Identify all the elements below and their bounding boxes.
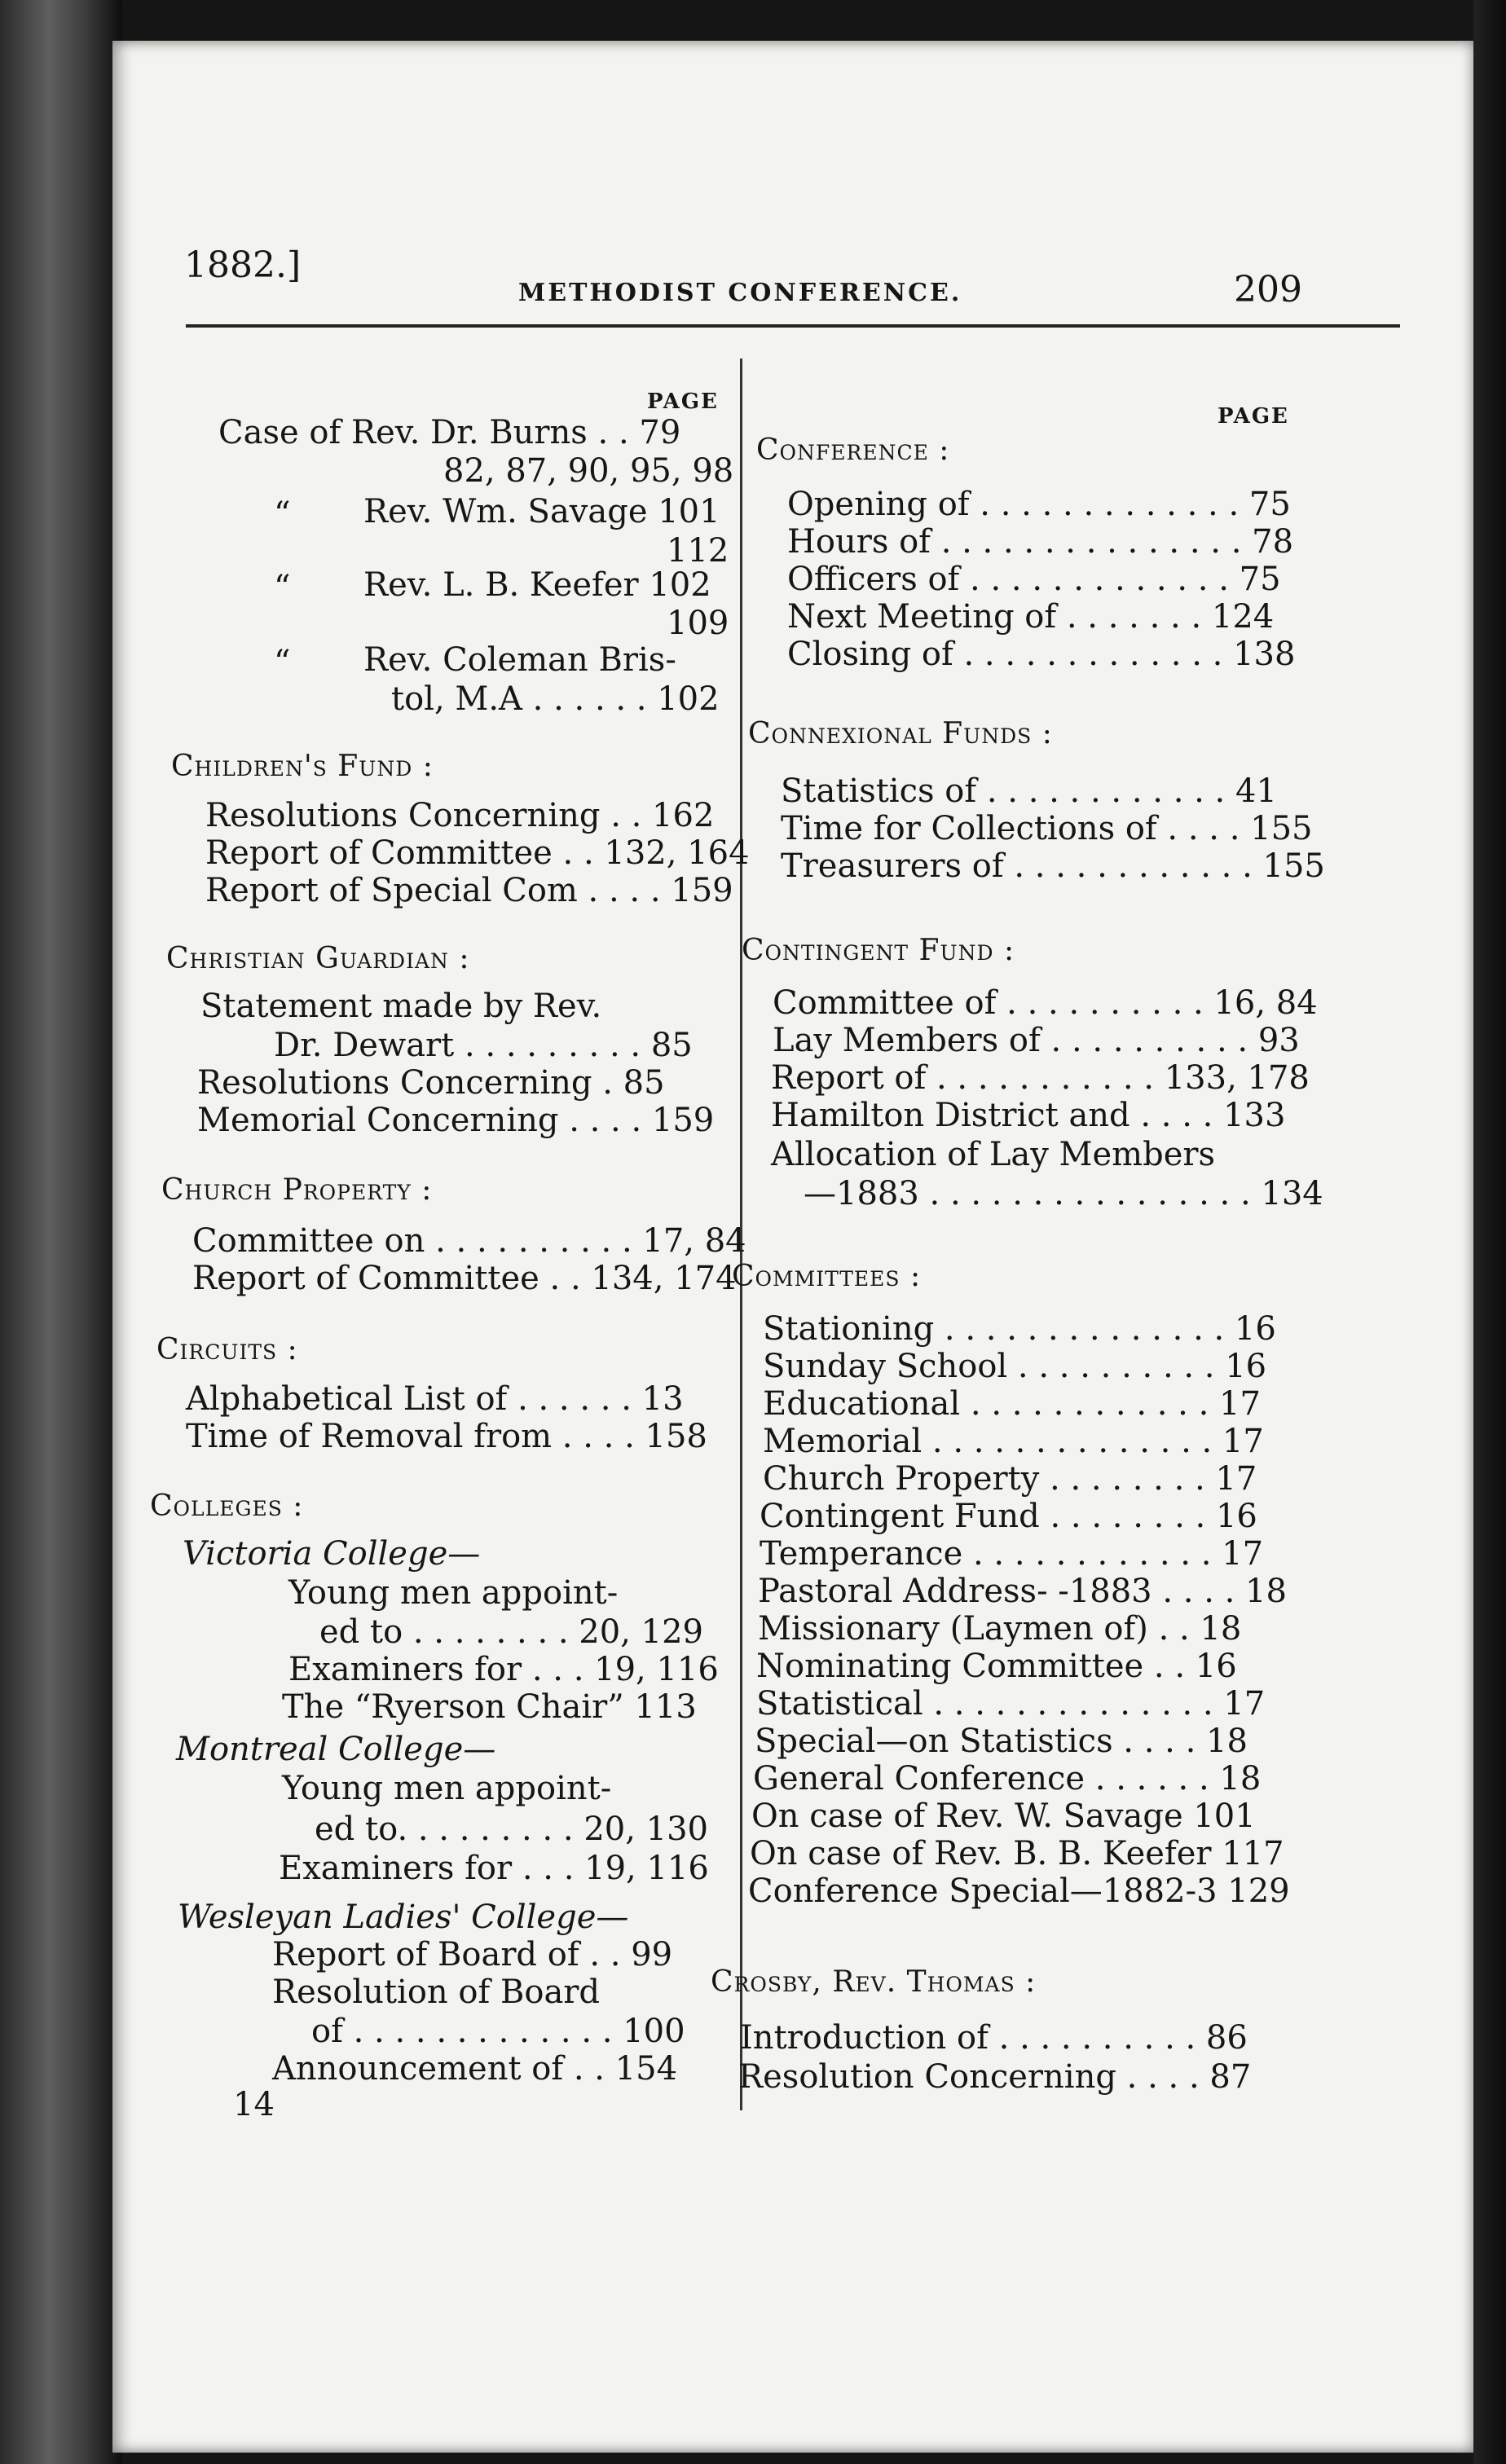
left-line: Time of Removal from . . . . 158: [186, 1418, 707, 1455]
right-line: Conference Special—1882-3 129: [748, 1872, 1290, 1910]
right-line: Opening of . . . . . . . . . . . . . 75: [787, 486, 1291, 523]
right-line: Contingent Fund . . . . . . . . 16: [760, 1498, 1257, 1535]
right-line: Lay Members of . . . . . . . . . . 93: [773, 1022, 1300, 1059]
right-line: Nominating Committee . . 16: [756, 1648, 1237, 1685]
left-line: Committee on . . . . . . . . . . 17, 84: [192, 1222, 746, 1260]
signature-mark: 14: [233, 2086, 275, 2123]
right-line: Closing of . . . . . . . . . . . . . 138: [787, 636, 1296, 673]
section-heading: Colleges :: [150, 1489, 304, 1523]
left-line: Alphabetical List of . . . . . . 13: [186, 1380, 684, 1418]
right-line: On case of Rev. B. B. Keefer 117: [750, 1835, 1284, 1872]
header-title: METHODIST CONFERENCE.: [518, 279, 962, 307]
right-line: Missionary (Laymen of) . . 18: [758, 1610, 1242, 1648]
left-line: Announcement of . . 154: [272, 2050, 678, 2088]
section-heading: Conference :: [756, 433, 950, 467]
section-heading: Christian Guardian :: [166, 942, 470, 975]
right-line: Report of . . . . . . . . . . . 133, 178: [771, 1059, 1310, 1097]
left-line: 82, 87, 90, 95, 98: [443, 452, 734, 490]
right-line: Resolution Concerning . . . . 87: [738, 2058, 1252, 2096]
left-line: tol, M.A . . . . . . 102: [391, 680, 720, 718]
section-heading: Church Property :: [161, 1173, 433, 1207]
left-line: Report of Committee . . 132, 164: [205, 834, 750, 872]
right-line: Next Meeting of . . . . . . . 124: [787, 598, 1275, 636]
left-line: Young men appoint-: [282, 1770, 612, 1807]
right-line: Time for Collections of . . . . 155: [781, 810, 1313, 847]
left-line: Case of Rev. Dr. Burns . . 79: [218, 414, 681, 451]
right-line: Statistical . . . . . . . . . . . . . . 17: [756, 1685, 1266, 1723]
subsection-heading: Victoria College—: [183, 1535, 481, 1573]
right-line: Officers of . . . . . . . . . . . . . 75: [787, 561, 1281, 598]
left-line: Report of Special Com . . . . 159: [205, 872, 733, 909]
section-heading: Circuits :: [156, 1333, 298, 1366]
right-line: —1883 . . . . . . . . . . . . . . . . 134: [804, 1175, 1323, 1212]
header-rule: [186, 324, 1400, 328]
right-line: Pastoral Address- -1883 . . . . 18: [758, 1573, 1287, 1610]
left-line: Rev. Coleman Bris-: [363, 641, 676, 679]
section-heading: Crosby, Rev. Thomas :: [711, 1965, 1037, 1999]
subsection-heading: Wesleyan Ladies' College—: [178, 1899, 629, 1936]
left-line: Rev. Wm. Savage 101: [363, 493, 720, 530]
left-line: Statement made by Rev.: [200, 988, 602, 1025]
right-line: Committee of . . . . . . . . . . 16, 84: [773, 984, 1318, 1022]
right-line: Statistics of . . . . . . . . . . . . 41: [781, 772, 1277, 810]
right-line: Church Property . . . . . . . . 17: [763, 1460, 1257, 1498]
left-line: Dr. Dewart . . . . . . . . . 85: [274, 1027, 693, 1064]
right-line: Allocation of Lay Members: [771, 1136, 1216, 1173]
left-line: Report of Committee . . 134, 174: [192, 1260, 737, 1297]
left-line: Examiners for . . . 19, 116: [288, 1651, 719, 1688]
left-line: Rev. L. B. Keefer 102: [363, 566, 711, 604]
right-line: Hours of . . . . . . . . . . . . . . . 78: [787, 523, 1294, 561]
right-line: Introduction of . . . . . . . . . . 86: [740, 2019, 1248, 2057]
ditto-mark: “: [274, 569, 291, 606]
left-line: 112: [667, 532, 729, 570]
subsection-heading: Montreal College—: [176, 1731, 496, 1768]
section-heading: Committees :: [732, 1260, 922, 1293]
left-line: Resolution of Board: [272, 1973, 601, 2011]
header-page-number: 209: [1234, 269, 1302, 310]
left-line: Report of Board of . . 99: [272, 1936, 673, 1973]
section-heading: Contingent Fund :: [742, 934, 1015, 967]
left-line: Resolutions Concerning . . 162: [205, 797, 715, 834]
right-line: Special—on Statistics . . . . 18: [755, 1723, 1248, 1760]
left-line: ed to. . . . . . . . . 20, 130: [315, 1811, 708, 1848]
left-line: Memorial Concerning . . . . 159: [197, 1102, 715, 1139]
right-line: Treasurers of . . . . . . . . . . . . 155: [781, 847, 1325, 885]
right-line: Sunday School . . . . . . . . . . 16: [763, 1348, 1267, 1385]
right-line: Temperance . . . . . . . . . . . . 17: [760, 1535, 1264, 1573]
section-heading: Connexional Funds :: [748, 717, 1053, 750]
right-line: Hamilton District and . . . . 133: [771, 1097, 1286, 1134]
section-heading: Children's Fund :: [171, 750, 434, 783]
left-line: The “Ryerson Chair” 113: [282, 1688, 697, 1726]
left-line: 109: [667, 605, 729, 642]
left-line: Young men appoint-: [288, 1574, 619, 1612]
right-line: General Conference . . . . . . 18: [753, 1760, 1262, 1797]
header-year: 1882.]: [184, 244, 302, 286]
left-page-label: PAGE: [647, 389, 719, 414]
page-edge: [1473, 0, 1506, 2464]
right-page-label: PAGE: [1218, 404, 1289, 429]
book-binding: [0, 0, 122, 2464]
left-line: Examiners for . . . 19, 116: [279, 1850, 709, 1887]
left-line: of . . . . . . . . . . . . . 100: [311, 2013, 685, 2050]
right-line: Stationing . . . . . . . . . . . . . . 16: [763, 1310, 1276, 1348]
right-line: On case of Rev. W. Savage 101: [751, 1797, 1256, 1835]
left-line: Resolutions Concerning . 85: [197, 1064, 665, 1102]
right-line: Memorial . . . . . . . . . . . . . . 17: [763, 1423, 1264, 1460]
right-line: Educational . . . . . . . . . . . . 17: [763, 1385, 1261, 1423]
ditto-mark: “: [274, 644, 291, 681]
ditto-mark: “: [274, 495, 291, 533]
left-line: ed to . . . . . . . . 20, 129: [319, 1613, 703, 1651]
